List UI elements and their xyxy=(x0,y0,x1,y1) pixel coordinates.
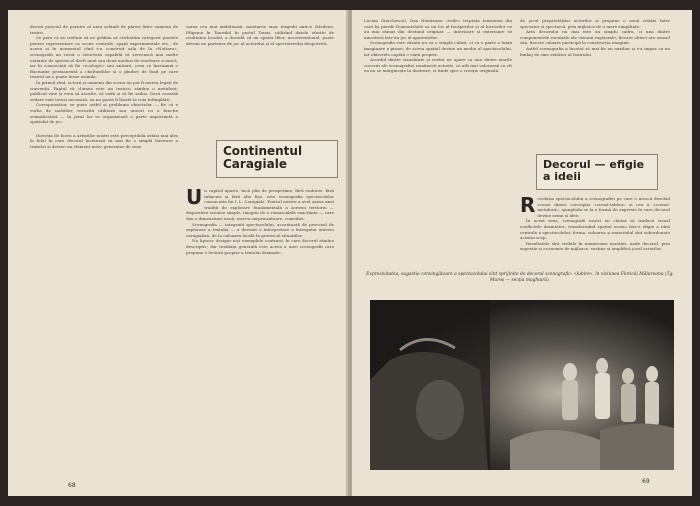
stage-photo xyxy=(370,300,674,470)
paragraph: carea cea mai ambițioasă, montarea unor tragedii antice (Medeea, Efigenia în Taurida) în portul Tomis, utilizînd datele oferite de realitatea locului, a dovedit că un spațiu liber, neconvențional, poate deveni un partener de joc al actorului și al spectatorului deopotrivă. xyxy=(186,24,334,46)
paragraph: Scenografia este văzută nu ca o simplă culisă, ci ca o parte a lumii imaginare a piesei; de aceea spațiul devine un mediu al spectacolului, iar obiectele capătă o viață proprie. xyxy=(364,40,512,57)
paragraph-text: evoluția spectacolului a scenografiei pe care o invocă deschid scenei dintre concepția «scenă-tablou» și cea a «scenei-metaforă», ajungîndu-se la o formă de expresie în care decorul devine semn și idee. xyxy=(537,196,670,218)
page-number: 68 xyxy=(68,482,76,489)
paragraph: Acordul dintre vizualitate și cuvînt ne apare ca una dintre marile cuceriri ale scenografiei românești actuale, cu atît mai valoroasă cu cît ea nu se mărginește la ilustrare, ci tinde spre o creație originală. xyxy=(364,57,512,74)
drop-cap: R xyxy=(520,196,536,217)
left-page xyxy=(8,10,348,496)
right-column-2-body xyxy=(520,196,670,266)
paragraph: În primul rînd, actorii și oamenii din scena nu pot fi mereu legați de convenții. Faptul că «lumea este un teatru» rămîne o metaforă; publicul vine și vrea să asculte, să vadă și să fie sedus. Dacă această sedare este totuși necesară, ea nu poate fi lăsată la voia întîmplării. xyxy=(30,79,178,102)
paragraph: Direcția de lucru a artiștilor noștri este perceptibilă astăzi mai ales în felul în care decorul încetează să mai fie o simplă ilustrare a textului și devine un element activ, generator de sens. xyxy=(30,132,178,149)
paragraph: Nu lipsesc desigur nici exemplele contrarii, în care decorul rămîne descriptiv; dar tendința generală este aceea a unei scenografii care propune o lectură proprie a textului dramatic. xyxy=(186,238,334,255)
left-column-2-top xyxy=(186,24,334,122)
paragraph: Scenografia — integrată spectacolului, accentuată de procesul de explorare a textului — a devenit o interpretare a întregului univers caragialian, de la culoarea locală la grotescul situațiilor. xyxy=(186,221,334,238)
paragraph: Corespunzător, se pune astfel și problema obiectelor — fie că e vorba de mobilier, recuzită utilitară sau uneori cu o funcție semnificativă — în jurul lor se organizează o parte importantă a spațiului de joc. xyxy=(30,102,178,125)
left-column-2-body xyxy=(186,188,334,478)
right-column-1 xyxy=(364,18,512,266)
paragraph: Se pare că nu trebuie să ne grăbim să etichetăm categoric pionele pentru reprezentare ca scene centrale, spații experimentale etc.; de aceea și în momentul cînd s-a construit sala de la «Nottara», scenografii au cerut o structură capabilă să servească mai multe variante de spectacol decît unul sau două moduri de rezolvare scenică, iar în consecință să fie «ecologic» sau unitară, ceea ce înseamnă o fluctuație permanentă a cheltuielilor și o gîndire de fond pe care teatrul nu o poate lesne asimila. xyxy=(30,35,178,80)
paragraph: Arta decorului nu mai este un simplu cadru, ci una dintre componentele esențiale ale viziunii regizorale; fiecare obiect are sensul său, fiecare culoare participă la construcția imaginii. xyxy=(520,29,670,46)
right-column-2-top xyxy=(520,18,670,148)
page-number: 69 xyxy=(642,478,650,485)
paragraph-text: n capitol aparte, încă plin de prospețime, fără endoree, fără tabacuri și fără alte fișe, este scenografia spectacolelor consacrate lui I. L. Caragiale. Teatrul nostru a avut șansa unei tradiții de explorare fundamentală a acestui teritoriu — dispozitive scenice simple, imagini de o remarcabilă exactitate — care dau o dimensiune nouă, mereu surprinzătoare, comediei. xyxy=(186,188,334,221)
paragraph: de jocul proprietăților actorilor și propune o nouă relație între spectator și spectacol, prin mijloace de o mare simplitate. xyxy=(520,18,670,29)
paragraph: Rezultatele sînt vizibile în numeroase montări, unde decorul, prin sugestie și economie de mijloace, susține și amplifică jocul actorilor. xyxy=(520,240,670,252)
stage-photo-image xyxy=(370,300,674,470)
spread-background xyxy=(8,10,692,496)
drop-cap: U xyxy=(186,188,203,209)
right-page xyxy=(352,10,692,496)
left-column-1 xyxy=(30,24,178,474)
photo-caption: Expresivitatea, sugestia convingătoare a spectacolului sînt sprijinite de decorul scenografic: «Iubire», în viziunea Floricăi Mălureanu (Tg. Mureș — secția maghiară). xyxy=(366,272,674,283)
article-title: Continentul Caragiale xyxy=(223,144,303,171)
title-box xyxy=(536,154,658,190)
paragraph: Lucian Giurchescu), Dan Nemțeanu «vede» treptata tensiunea din care își pierde Domenichele ca un loc al încăperilor și al lucrurilor ce au mai rămas din destinul originar — interioare și exterioare se amestecă într-un joc al aparențelor. xyxy=(364,18,512,40)
title-box xyxy=(216,140,338,178)
paragraph: În acest sens, scenografii noștri au căutat să traducă vizual conflictele dramatice, transformînd spațiul scenic într-o efigie a ideii centrale a spectacolului; forma, culoarea și materialul sînt subordonate acestui scop. xyxy=(520,218,670,241)
paragraph: decisă punctul de pornire al unui schimb de păreri între oamenii de teatru. xyxy=(30,24,178,35)
paragraph: Astfel scenografia a încetat să mai fie un auxiliar și s-a impus ca un limbaj de sine stătător al teatrului. xyxy=(520,45,670,57)
paragraph xyxy=(520,196,670,218)
paragraph xyxy=(186,188,334,222)
article-title: Decorul — efigie a ideii xyxy=(543,158,645,183)
